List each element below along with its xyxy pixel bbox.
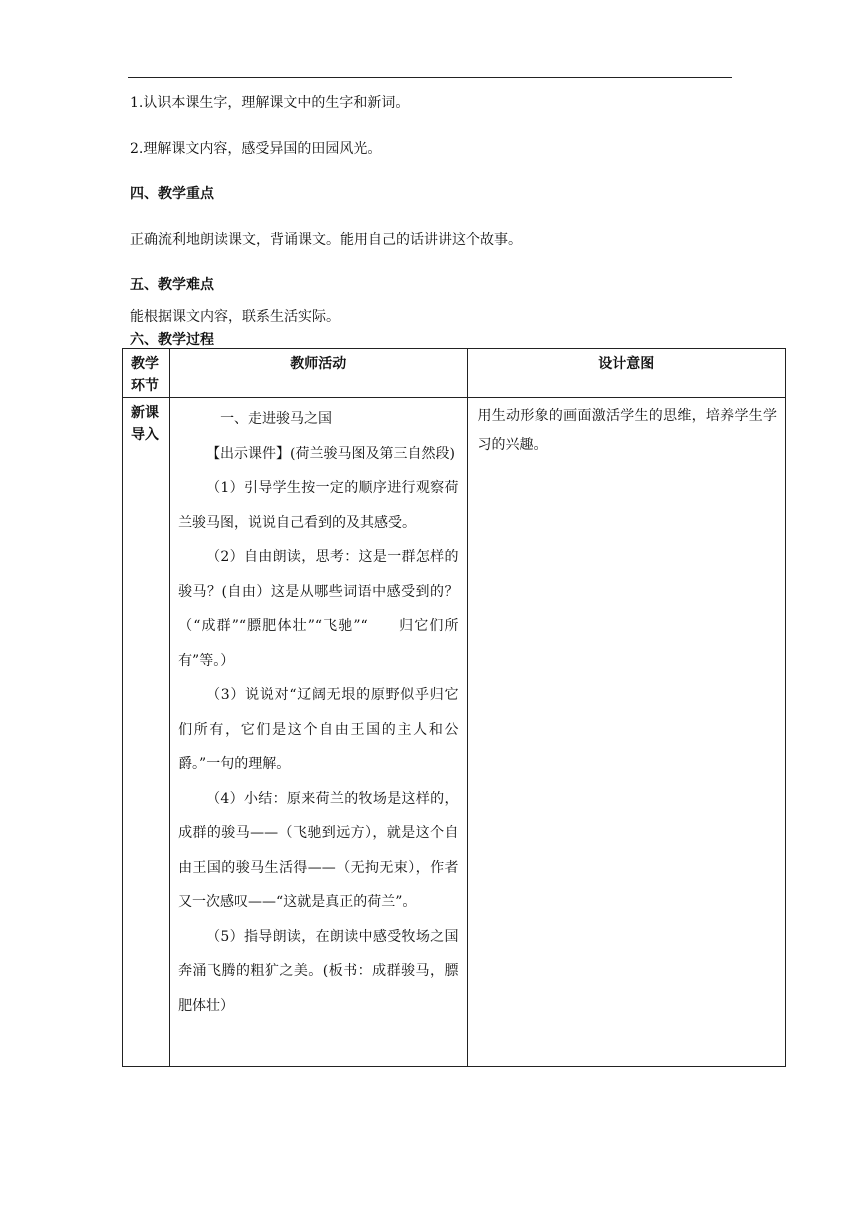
objective-1: 1.认识本课生字，理解课文中的生字和新词。 (130, 95, 410, 111)
activity-paragraph: 【出示课件】(荷兰骏马图及第三自然段) (206, 445, 455, 462)
table-row (123, 398, 786, 1067)
table-header-row (123, 349, 786, 398)
difficulties-heading: 五、教学难点 (130, 277, 214, 293)
difficulties-text: 能根据课文内容，联系生活实际。 (130, 309, 340, 325)
activity-paragraph: （3）说说对“辽阔无垠的原野似乎归它们所有，它们是这个自由王国的主人和公爵。”一句的理解。 (178, 687, 459, 772)
header-stage: 教学环节 (123, 349, 170, 398)
header-teacher-activity: 教师活动 (170, 349, 467, 398)
process-heading: 六、教学过程 (130, 332, 214, 348)
activity-paragraph: 一、走进骏马之国 (220, 411, 333, 427)
lesson-process-table (122, 348, 786, 1067)
header-design-intent: 设计意图 (467, 349, 786, 398)
teacher-activity-cell (170, 398, 467, 1067)
key-points-text: 正确流利地朗读课文，背诵课文。能用自己的话讲讲这个故事。 (130, 232, 522, 248)
objective-2: 2.理解课文内容，感受异国的田园风光。 (130, 141, 382, 157)
design-intent-cell: 用生动形象的画面激活学生的思维，培养学生学习的兴趣。 (467, 398, 786, 1067)
header-rule (128, 77, 732, 78)
activity-paragraph: （4）小结：原来荷兰的牧场是这样的，成群的骏马——（飞驰到远方），就是这个自由王国的骏马生活得——（无拘无束），作者又一次感叹——“这就是真正的荷兰”。 (178, 790, 459, 910)
activity-paragraph: （2）自由朗读，思考：这是一群怎样的骏马？(自由）这是从哪些词语中感受到的？（“成群”“膘肥体壮”“飞驰”“ 归它们所有”等。） (178, 549, 459, 669)
key-points-heading: 四、教学重点 (130, 186, 214, 202)
activity-paragraph: （5）指导朗读，在朗读中感受牧场之国奔涌飞腾的粗犷之美。(板书：成群骏马，膘肥体壮） (178, 928, 459, 1014)
activity-paragraph: （1）引导学生按一定的顺序进行观察荷兰骏马图，说说自己看到的及其感受。 (178, 480, 459, 531)
stage-cell: 新课导入 (123, 398, 170, 1067)
